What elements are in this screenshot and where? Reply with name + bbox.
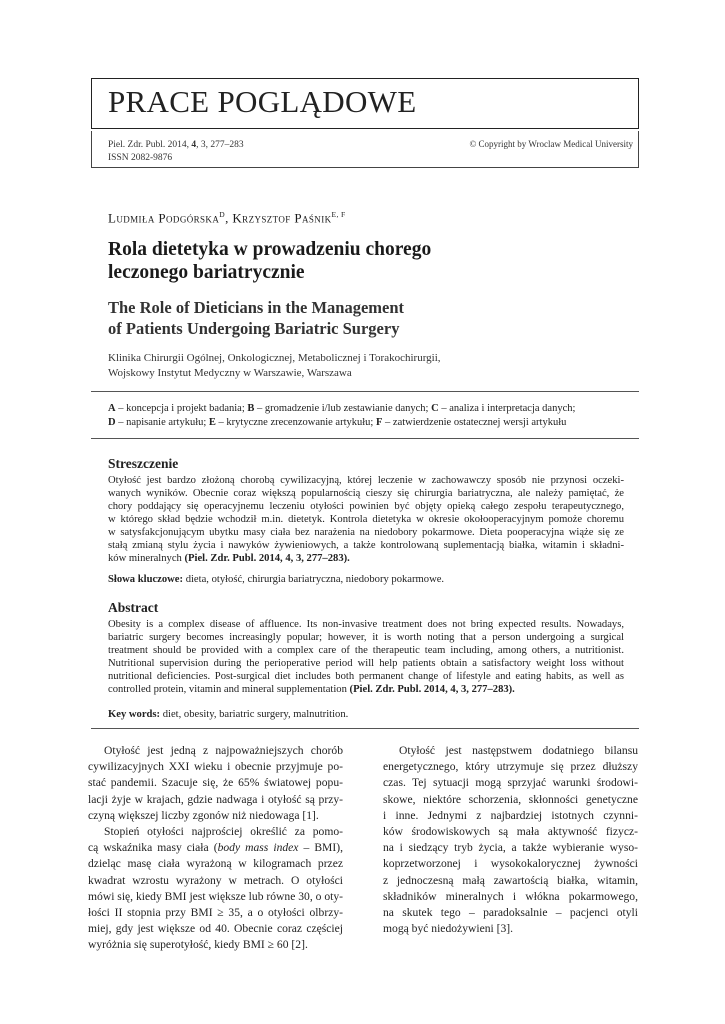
body-line: [383, 792, 638, 808]
text-run: cywilizacyjnych XXI wieku i obecnie przyjmuje po-: [88, 760, 343, 774]
keywords-value: diet, obesity, bariatric surgery, malnutrition.: [160, 709, 349, 720]
text-run: czas. Tej sytuacji mogą sprzyjać warunki środowi-: [383, 776, 638, 790]
text-run: treatment should be provided with a complex care of the therapeutic team including, among others, a nutritionist.: [108, 645, 624, 656]
bold-text: E: [208, 416, 216, 428]
section-title: PRACE POGLĄDOWE: [108, 84, 417, 119]
streszczenie-line: [108, 526, 624, 539]
article-title-pl: [108, 238, 528, 284]
body-column-left: [88, 743, 343, 954]
text-run: czyną większej liczby zgonów niż niedowaga [1].: [88, 808, 319, 822]
body-line: [88, 792, 343, 808]
author-list: [108, 210, 346, 226]
bold-text: F: [375, 416, 383, 428]
body-line: [88, 921, 343, 937]
body-line: [383, 808, 638, 824]
abstract-text: [108, 618, 624, 696]
issn: ISSN 2082-9876: [108, 153, 173, 163]
text-run: kwadrat wzrostu wyrażony w metrach. O otyłości: [88, 873, 343, 887]
body-line: [88, 759, 343, 775]
bold-text: C: [431, 403, 439, 414]
body-line: [383, 889, 638, 905]
author-contribution: D: [219, 210, 226, 219]
abstract-line: [108, 618, 624, 631]
text-run: bariatric surgery becomes increasingly popular; however, it is worth noting that a person undergoing a surgical: [108, 632, 624, 643]
text-run: cą wskaźnika masy ciała (: [88, 841, 218, 855]
bold-text: (Piel. Zdr. Publ. 2014, 4, 3, 277–283).: [349, 684, 515, 695]
body-line: [88, 937, 343, 953]
body-line: [88, 743, 343, 759]
text-run: Otyłość jest następstwem dodatniego bilansu: [399, 744, 638, 757]
keywords-value: dieta, otyłość, chirurgia bariatryczna, niedobory pokarmowe.: [183, 574, 445, 585]
text-run: Stopień otyłości najprościej określić za pomo-: [104, 825, 343, 839]
body-line: [88, 905, 343, 921]
text-run: Nutritional supervision during the perioperative period will help patients obtain a satisfactory weight loss without: [108, 658, 624, 669]
keywords-label: Key words:: [108, 709, 161, 720]
body-line: [383, 743, 638, 759]
text-run: – zatwierdzenie ostatecznej wersji artykułu: [382, 416, 567, 428]
text-run: miej, gdy jest większe od 40. Obecnie coraz częściej: [88, 922, 343, 936]
body-line: [88, 889, 343, 905]
title-line: The Role of Dieticians in the Management: [108, 298, 405, 317]
body-line: [88, 873, 343, 889]
abstract-line: [108, 644, 624, 657]
text-run: energetycznego, który utrzymuje się przez dłuższy: [383, 760, 638, 774]
body-line: [383, 759, 638, 775]
streszczenie-line: [108, 500, 624, 513]
abstract-heading: Abstract: [108, 600, 159, 615]
body-line: [383, 775, 638, 791]
text-run: składników mineralnych i włókna pokarmowego,: [383, 889, 638, 903]
author-contribution: E, F: [331, 210, 346, 219]
body-line: [88, 808, 343, 824]
bold-text: D: [108, 416, 116, 428]
text-run: w satysfakcjonującym ubytku masy ciała bez narażenia na niedobory pokarmowe. Dieta pooperacyjna wiąże się ze: [108, 527, 624, 538]
divider: [91, 391, 639, 392]
keywords-pl: [108, 574, 444, 585]
citation-block: [108, 139, 244, 165]
divider: [91, 438, 639, 439]
body-line: [88, 840, 343, 856]
body-line: [383, 873, 638, 889]
title-line: of Patients Undergoing Bariatric Surgery: [108, 319, 400, 338]
abstract-line: [108, 657, 624, 670]
text-run: controlled protein, vitamin and mineral supplementation: [108, 684, 350, 695]
streszczenie-line: [108, 474, 624, 487]
contribution-line: [108, 416, 624, 430]
body-line: [383, 824, 638, 840]
text-run: łości II stopnia przy BMI ≥ 35, a o otyłości olbrzy-: [88, 906, 343, 920]
text-run: stać pandemii. Szacuje się, że 65% światowej popu-: [88, 776, 343, 790]
text-run: mówi się, kiedy BMI jest większe lub równe 30, o oty-: [88, 889, 344, 903]
text-run: chory poddający się operacyjnemu leczeniu otyłości powinien być objęty opieką całego zespołu terapeutycznego,: [108, 501, 624, 512]
text-run: – BMI),: [298, 841, 343, 855]
text-run: skowe, niektóre schorzenia, skłonności genetyczne: [383, 792, 638, 806]
body-line: [383, 856, 638, 872]
text-run: – analiza i interpretacja danych;: [438, 403, 576, 414]
bold-text: (Piel. Zdr. Publ. 2014, 4, 3, 277–283).: [184, 553, 350, 564]
author-name: Ludmiła Podgórska: [108, 210, 220, 226]
text-run: z jednoczesną małą zawartością białka, witamin,: [383, 873, 638, 887]
divider: [91, 728, 639, 729]
author-separator: ,: [225, 210, 233, 226]
keywords-en: [108, 709, 348, 720]
text-run: Otyłość jest jedną z najpoważniejszych chorób: [104, 744, 343, 757]
streszczenie-text: [108, 474, 624, 565]
text-run: i inne. Jednymi z najbardziej istotnych czynni-: [383, 808, 638, 822]
text-run: Otyłość jest bardzo złożoną chorobą cywilizacyjną, której leczenie w zachowawczy sposób nie przynosi oczeki-: [108, 475, 624, 486]
author-name: Krzysztof Paśnik: [232, 210, 332, 226]
contribution-legend: [108, 402, 624, 429]
text-run: w którego skład będzie wchodził m.in. dietetyk. Kontrola dietetyka w okresie okołooperacyjnym pomoże choremu: [108, 514, 624, 525]
body-column-right: [383, 743, 638, 937]
text-run: wanych wyników. Obecnie coraz większą popularnością cieszy się chirurgia bariatryczna, ale należy pamiętać, że: [108, 488, 624, 499]
text-run: nutritional deficiencies. Post-surgical diet includes both permanent change of lifestyle and eating habits, as well as: [108, 671, 624, 682]
affiliation-line: Wojskowy Instytut Medyczny w Warszawie, Warszawa: [108, 367, 352, 379]
bold-text: A: [108, 403, 116, 414]
abstract-line: [108, 683, 624, 696]
article-title-en: [108, 297, 528, 339]
streszczenie-line: [108, 487, 624, 500]
title-line: leczonego bariatrycznie: [108, 262, 305, 283]
body-line: [88, 824, 343, 840]
affiliation: [108, 351, 441, 381]
text-run: – gromadzenie i/lub zestawianie danych;: [254, 403, 432, 414]
text-run: dzieląc masę ciała wyrażoną w kilogramach przez: [88, 857, 343, 871]
text-run: lacji żyje w krajach, gdzie nadwaga i otyłość są przy-: [88, 792, 343, 806]
text-run: mogą być niedożywieni [3].: [383, 922, 514, 936]
body-line: [88, 775, 343, 791]
streszczenie-line: [108, 513, 624, 526]
text-run: – krytyczne zrecenzowanie artykułu;: [215, 416, 376, 428]
body-line: [383, 905, 638, 921]
keywords-label: Słowa kluczowe:: [108, 574, 184, 585]
streszczenie-line: [108, 539, 624, 552]
text-run: Obesity is a complex disease of affluence. Its non-invasive treatment does not bring expected results. Nowadays,: [108, 619, 624, 630]
affiliation-line: Klinika Chirurgii Ogólnej, Onkologicznej, Metabolicznej i Torakochirurgii,: [108, 352, 441, 364]
body-line: [383, 921, 638, 937]
contribution-line: [108, 402, 624, 416]
text-run: ków mineralnych: [108, 553, 185, 564]
text-run: ków środowiskowych są mała aktywność fizycz-: [383, 825, 638, 839]
bold-text: B: [247, 403, 255, 414]
text-run: stałą zmianą stylu życia i nawyków żywieniowych, a także kontrolowaną suplementacją białka, witamin i składni-: [108, 540, 624, 551]
abstract-line: [108, 670, 624, 683]
abstract-line: [108, 631, 624, 644]
streszczenie-line: [108, 552, 624, 565]
text-run: koprzetworzonej i wysokokalorycznej żywności: [383, 857, 638, 871]
text-run: – napisanie artykułu;: [115, 416, 209, 428]
streszczenie-heading: Streszczenie: [108, 456, 179, 471]
text-run: na skutek tego – paradoksalnie – pacjenci otyli: [383, 906, 638, 920]
text-run: – koncepcja i projekt badania;: [115, 403, 248, 414]
text-run: wyróżnia się superotyłość, kiedy BMI ≥ 60 [2].: [88, 938, 308, 952]
citation-line: Piel. Zdr. Publ. 2014, 4, 3, 277–283: [108, 140, 244, 150]
body-line: [383, 840, 638, 856]
text-run: na i siedzący tryb życia, a także wybieranie wyso-: [383, 841, 638, 855]
copyright-notice: © Copyright by Wroclaw Medical University: [469, 139, 633, 149]
body-line: [88, 856, 343, 872]
italic-text: body mass index: [217, 841, 299, 855]
title-line: Rola dietetyka w prowadzeniu chorego: [108, 239, 432, 260]
